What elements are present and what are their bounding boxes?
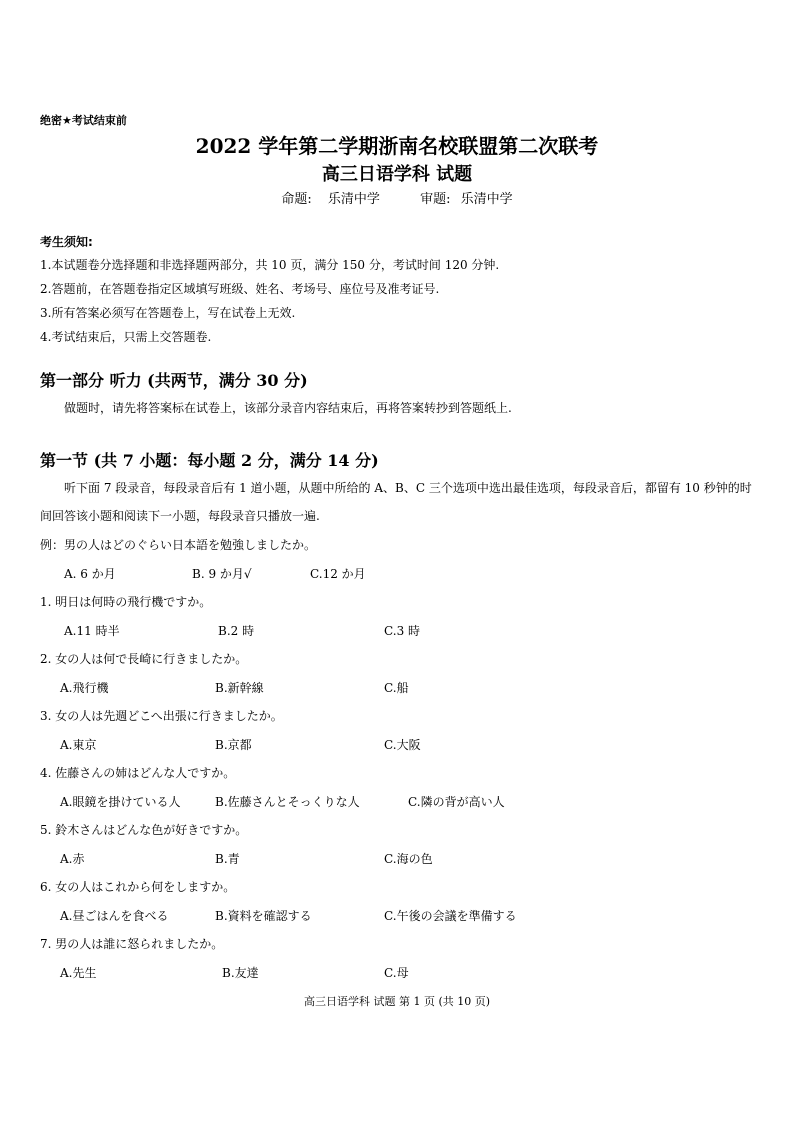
question-5: 5. 鈴木さんはどんな色が好きですか。 — [40, 823, 248, 837]
notice-item: 1.本试题卷分选择题和非选择题两部分，共 10 页，满分 150 分，考试时间 120 分钟. — [40, 258, 500, 272]
reviewer-name: 乐清中学 — [460, 192, 513, 207]
part1-title: 第一部分 听力 (共两节，满分 30 分) — [40, 371, 308, 390]
question-3-option-a: A.東京 — [60, 738, 97, 752]
question-1-option-a: A.11 時半 — [64, 624, 120, 638]
notice-item: 4.考试结束后，只需上交答题卷. — [40, 330, 212, 344]
question-6: 6. 女の人はこれから何をしますか。 — [40, 880, 236, 894]
question-5-option-b: B.青 — [215, 852, 240, 866]
question-1-option-c: C.3 時 — [384, 624, 421, 638]
question-2-option-b: B.新幹線 — [215, 681, 264, 695]
question-4: 4. 佐藤さんの姉はどんな人ですか。 — [40, 766, 236, 780]
question-7-option-b: B.友達 — [222, 966, 259, 980]
confidential-label: 绝密★考试结束前 — [40, 114, 127, 127]
question-6-option-b: B.資料を確認する — [215, 909, 312, 923]
question-4-option-b: B.佐藤さんとそっくりな人 — [215, 795, 360, 809]
question-4-option-c: C.隣の背が高い人 — [408, 795, 505, 809]
question-3-option-b: B.京都 — [215, 738, 252, 752]
question-5-option-c: C.海の色 — [384, 852, 433, 866]
exam-title: 2022 学年第二学期浙南名校联盟第二次联考 — [195, 134, 599, 158]
question-5-option-a: A.赤 — [60, 852, 85, 866]
question-3-option-c: C.大阪 — [384, 738, 421, 752]
question-7: 7. 男の人は誰に怒られましたか。 — [40, 937, 224, 951]
example-question: 例：男の人はどのぐらい日本語を勉強しましたか。 — [40, 538, 317, 552]
page-footer: 高三日语学科 试题 第 1 页 (共 10 页) — [303, 995, 491, 1008]
question-2: 2. 女の人は何で長崎に行きましたか。 — [40, 652, 248, 666]
notice-item: 2.答题前，在答题卷指定区域填写班级、姓名、考场号、座位号及准考证号. — [40, 282, 440, 296]
example-option-b: B. 9 か月√ — [192, 567, 252, 581]
example-option-a: A. 6 か月 — [64, 567, 116, 581]
part1-instruction: 做题时，请先将答案标在试卷上，该部分录音内容结束后，再将答案转抄到答题纸上. — [64, 401, 512, 415]
example-option-c: C.12 か月 — [310, 567, 366, 581]
question-2-option-a: A.飛行機 — [60, 681, 109, 695]
question-6-option-c: C.午後の会議を準備する — [384, 909, 517, 923]
author-label: 命题: — [281, 192, 312, 207]
question-3: 3. 女の人は先週どこへ出張に行きましたか。 — [40, 709, 283, 723]
exam-subtitle: 高三日语学科 试题 — [321, 164, 473, 185]
author-name: 乐清中学 — [327, 192, 380, 207]
question-4-option-a: A.眼鏡を掛けている人 — [60, 795, 181, 809]
question-2-option-c: C.船 — [384, 681, 409, 695]
question-6-option-a: A.昼ごはんを食べる — [60, 909, 169, 923]
question-7-option-c: C.母 — [384, 966, 409, 980]
section1-title: 第一节 (共 7 小题：每小题 2 分，满分 14 分) — [40, 451, 379, 470]
reviewer-label: 审题: — [420, 192, 451, 207]
notice-heading: 考生须知: — [40, 235, 93, 249]
notice-item: 3.所有答案必须写在答题卷上，写在试卷上无效. — [40, 306, 296, 320]
section1-instruction: 听下面 7 段录音，每段录音后有 1 道小题，从题中所给的 A、B、C 三个选项中选出最佳选项，每段录音后，都留有 10 秒钟的时间回答该小题和阅读下一小题，每段录音只播放一遍. — [40, 481, 752, 523]
question-7-option-a: A.先生 — [60, 966, 97, 980]
question-1: 1. 明日は何時の飛行機ですか。 — [40, 595, 212, 609]
author-line — [0, 188, 794, 207]
question-1-option-b: B.2 時 — [218, 624, 255, 638]
